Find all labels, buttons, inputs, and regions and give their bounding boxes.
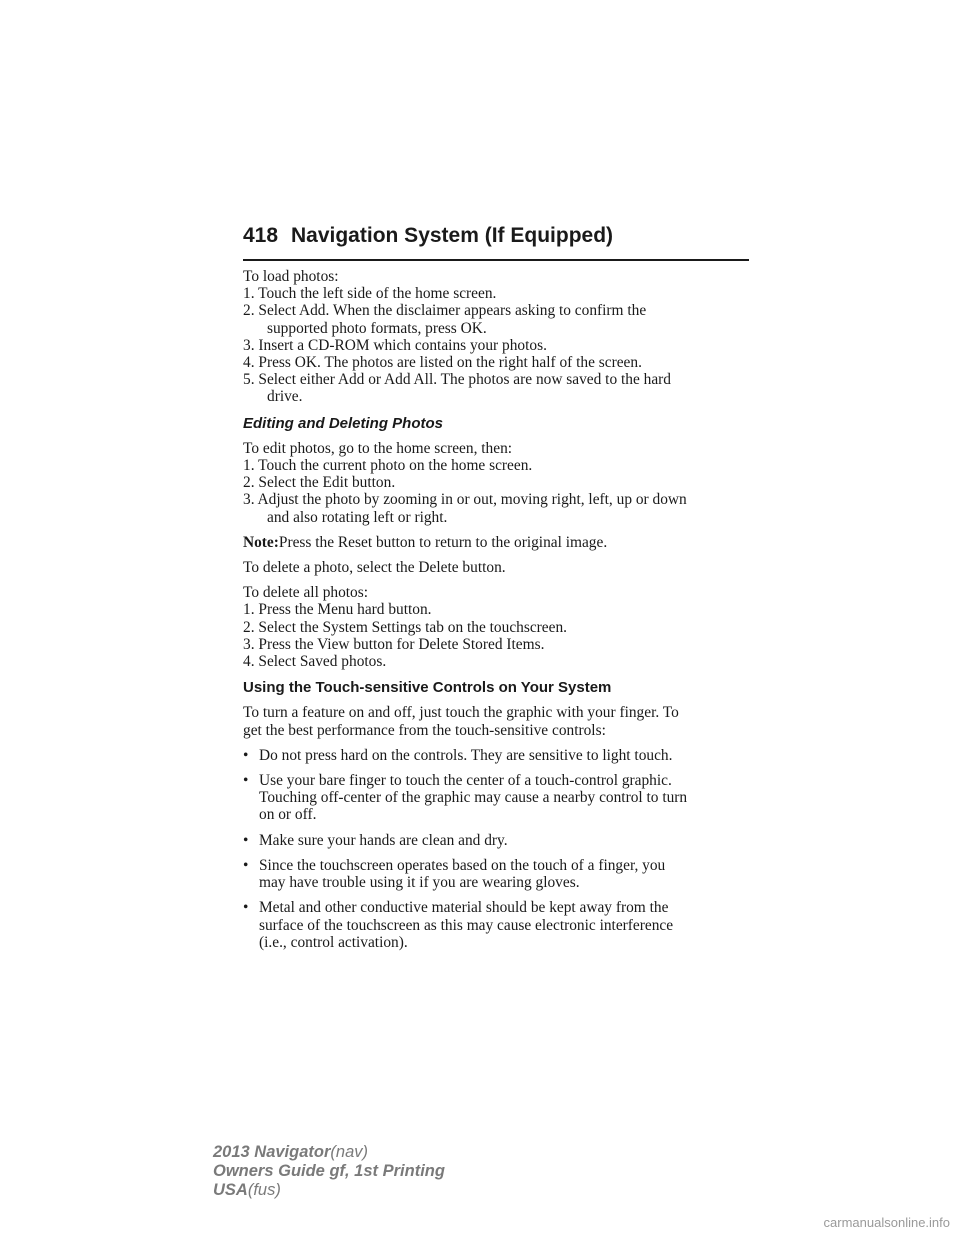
bullet-text: may have trouble using it if you are wearing gloves. — [259, 874, 580, 892]
page-number: 418 — [243, 224, 279, 247]
bullet-text: Make sure your hands are clean and dry. — [259, 831, 508, 849]
print-footer — [213, 1143, 445, 1200]
delete-step: 1. Press the Menu hard button. — [243, 601, 432, 619]
load-step: 4. Press OK. The photos are listed on the right half of the screen. — [243, 354, 642, 372]
footer-line-3 — [213, 1181, 445, 1200]
section-title: Navigation System (If Equipped) — [291, 224, 614, 247]
edit-photos-intro: To edit photos, go to the home screen, then: — [243, 439, 513, 457]
page-header — [243, 224, 749, 262]
bullet-text: (i.e., control activation). — [259, 933, 408, 951]
bullet-item — [243, 857, 753, 891]
edit-step-continued: and also rotating left or right. — [267, 508, 448, 526]
edit-step: 3. Adjust the photo by zooming in or out, moving right, left, up or down — [243, 491, 687, 509]
bullet-symbol: • — [243, 772, 249, 790]
touch-controls-intro: To turn a feature on and off, just touch the graphic with your finger. To — [243, 704, 679, 722]
load-step-continued: supported photo formats, press OK. — [267, 319, 487, 337]
note-text: Press the Reset button to return to the original image. — [278, 533, 608, 551]
footer-market-code: (fus) — [247, 1181, 281, 1199]
page-body — [243, 268, 753, 951]
load-photos-intro: To load photos: — [243, 268, 339, 285]
footer-guide: Owners Guide gf, 1st Printing — [213, 1162, 445, 1180]
delete-photo-text: To delete a photo, select the Delete button. — [243, 559, 506, 577]
bullet-symbol: • — [243, 746, 249, 764]
bullet-symbol: • — [243, 856, 249, 874]
touch-controls-intro: get the best performance from the touch-sensitive controls: — [243, 721, 606, 739]
bullet-text: Use your bare finger to touch the center of a touch-control graphic. — [259, 772, 672, 790]
bullet-text: Since the touchscreen operates based on the touch of a finger, you — [259, 856, 666, 874]
bullet-text: surface of the touchscreen as this may cause electronic interference — [259, 916, 674, 934]
bullet-item — [243, 772, 753, 824]
footer-line-1 — [213, 1143, 445, 1162]
load-step-continued: drive. — [267, 388, 303, 406]
note — [243, 534, 753, 551]
bullet-text: Do not press hard on the controls. They are sensitive to light touch. — [259, 746, 673, 764]
watermark: carmanualsonline.info — [823, 1215, 950, 1230]
load-step: 2. Select Add. When the disclaimer appears asking to confirm the — [243, 302, 647, 320]
load-step: 1. Touch the left side of the home screen. — [243, 285, 497, 303]
header-rule — [243, 259, 749, 261]
delete-all-intro: To delete all photos: — [243, 584, 369, 602]
bullet-text: on or off. — [259, 806, 317, 824]
footer-line-2 — [213, 1162, 445, 1181]
footer-model-code: (nav) — [330, 1143, 368, 1161]
edit-step: 1. Touch the current photo on the home screen. — [243, 457, 533, 475]
bullet-symbol: • — [243, 831, 249, 849]
note-label: Note: — [243, 533, 279, 551]
touch-controls-heading: Using the Touch-sensitive Controls on Your System — [243, 679, 612, 697]
delete-step: 3. Press the View button for Delete Stored Items. — [243, 635, 545, 653]
bullet-symbol: • — [243, 899, 249, 917]
load-step: 5. Select either Add or Add All. The photos are now saved to the hard — [243, 371, 671, 389]
footer-market: USA — [213, 1181, 248, 1199]
bullet-item — [243, 832, 753, 849]
bullet-item — [243, 899, 753, 951]
edit-photos-heading: Editing and Deleting Photos — [243, 414, 443, 432]
edit-step: 2. Select the Edit button. — [243, 474, 396, 492]
delete-step: 4. Select Saved photos. — [243, 653, 387, 671]
footer-model: 2013 Navigator — [213, 1143, 331, 1161]
bullet-text: Metal and other conductive material should be kept away from the — [259, 899, 669, 917]
load-step: 3. Insert a CD-ROM which contains your photos. — [243, 336, 547, 354]
delete-step: 2. Select the System Settings tab on the touchscreen. — [243, 618, 567, 636]
bullet-item — [243, 747, 753, 764]
bullet-text: Touching off-center of the graphic may cause a nearby control to turn — [259, 789, 688, 807]
